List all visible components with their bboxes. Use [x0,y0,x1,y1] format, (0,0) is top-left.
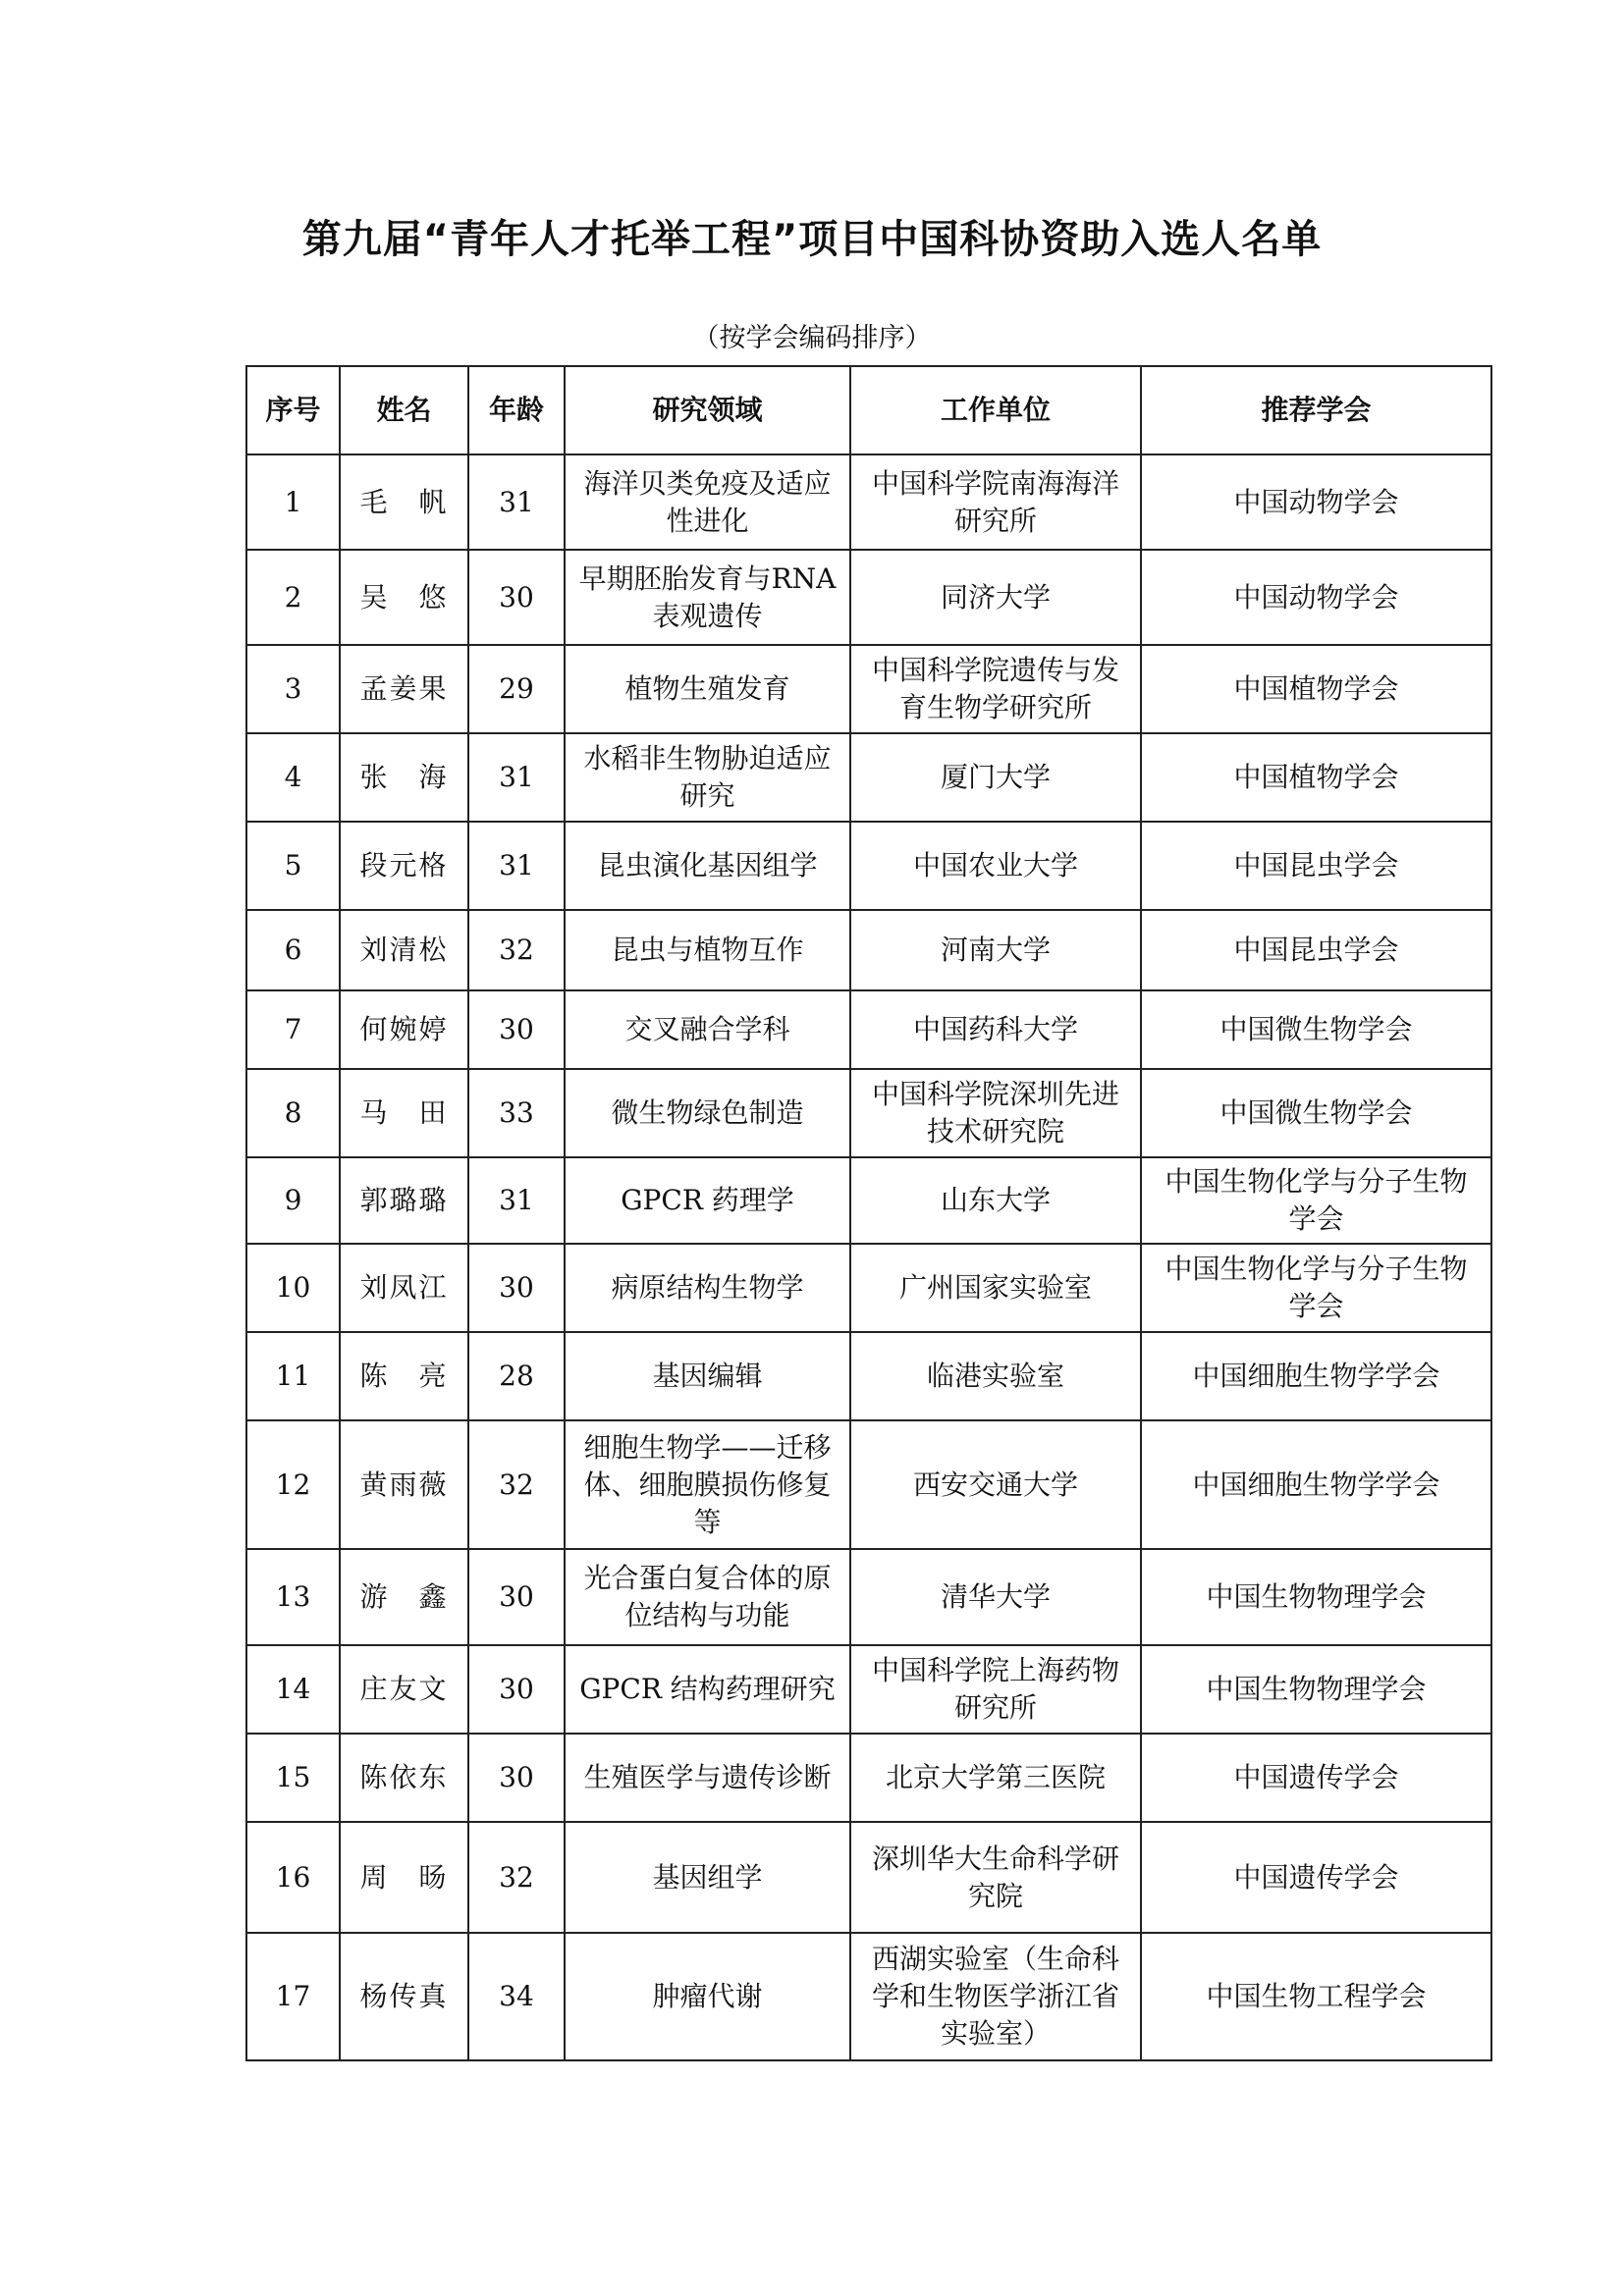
cell-work-unit: 中国科学院南海海洋研究所 [850,454,1141,550]
cell-age: 32 [468,910,565,990]
table-header-row [246,366,1491,454]
cell-name: 张 海 [340,733,468,822]
cell-name: 庄友文 [340,1645,468,1734]
cell-work-unit: 深圳华大生命科学研究院 [850,1822,1141,1933]
cell-research-field: 早期胚胎发育与RNA 表观遗传 [565,550,850,645]
cell-number: 4 [246,733,340,822]
recipients-table [245,365,1492,2061]
table-row [246,733,1491,822]
cell-name: 马 田 [340,1069,468,1157]
cell-work-unit: 中国科学院深圳先进技术研究院 [850,1069,1141,1157]
cell-recommending-society: 中国遗传学会 [1141,1822,1491,1933]
cell-research-field: 光合蛋白复合体的原位结构与功能 [565,1549,850,1645]
cell-number: 13 [246,1549,340,1645]
cell-recommending-society: 中国生物化学与分子生物学会 [1141,1157,1491,1244]
table-row [246,990,1491,1069]
cell-work-unit: 山东大学 [850,1157,1141,1244]
cell-number: 6 [246,910,340,990]
table-row [246,1933,1491,2060]
cell-work-unit: 清华大学 [850,1549,1141,1645]
cell-age: 31 [468,733,565,822]
cell-name: 段元格 [340,822,468,910]
cell-research-field: GPCR 药理学 [565,1157,850,1244]
table-row [246,1549,1491,1645]
cell-number: 17 [246,1933,340,2060]
cell-number: 8 [246,1069,340,1157]
cell-age: 30 [468,1734,565,1822]
cell-name: 刘清松 [340,910,468,990]
table-row [246,1645,1491,1734]
table-row [246,1822,1491,1933]
cell-number: 5 [246,822,340,910]
cell-work-unit: 中国药科大学 [850,990,1141,1069]
table-row [246,645,1491,733]
cell-research-field: 细胞生物学——迁移体、细胞膜损伤修复等 [565,1420,850,1549]
cell-age: 31 [468,454,565,550]
table-row [246,822,1491,910]
header-research-field: 研究领域 [565,366,850,454]
cell-number: 11 [246,1332,340,1420]
cell-age: 28 [468,1332,565,1420]
cell-number: 16 [246,1822,340,1933]
cell-number: 2 [246,550,340,645]
table-row [246,1244,1491,1332]
cell-recommending-society: 中国生物物理学会 [1141,1645,1491,1734]
cell-name: 郭璐璐 [340,1157,468,1244]
cell-work-unit: 西安交通大学 [850,1420,1141,1549]
cell-number: 7 [246,990,340,1069]
cell-research-field: 基因编辑 [565,1332,850,1420]
cell-age: 30 [468,1244,565,1332]
header-number: 序号 [246,366,340,454]
cell-age: 33 [468,1069,565,1157]
cell-name: 孟姜果 [340,645,468,733]
cell-age: 31 [468,1157,565,1244]
cell-recommending-society: 中国细胞生物学学会 [1141,1420,1491,1549]
cell-name: 刘凤江 [340,1244,468,1332]
cell-recommending-society: 中国植物学会 [1141,733,1491,822]
cell-number: 15 [246,1734,340,1822]
cell-number: 14 [246,1645,340,1734]
cell-work-unit: 厦门大学 [850,733,1141,822]
cell-work-unit: 同济大学 [850,550,1141,645]
cell-recommending-society: 中国昆虫学会 [1141,910,1491,990]
cell-age: 32 [468,1822,565,1933]
cell-work-unit: 中国科学院遗传与发育生物学研究所 [850,645,1141,733]
cell-number: 9 [246,1157,340,1244]
cell-work-unit: 临港实验室 [850,1332,1141,1420]
cell-age: 30 [468,1645,565,1734]
cell-age: 32 [468,1420,565,1549]
cell-work-unit: 中国科学院上海药物研究所 [850,1645,1141,1734]
header-work-unit: 工作单位 [850,366,1141,454]
cell-recommending-society: 中国生物化学与分子生物学会 [1141,1244,1491,1332]
cell-research-field: 植物生殖发育 [565,645,850,733]
cell-recommending-society: 中国昆虫学会 [1141,822,1491,910]
cell-research-field: 昆虫与植物互作 [565,910,850,990]
header-recommending-society: 推荐学会 [1141,366,1491,454]
cell-number: 1 [246,454,340,550]
cell-age: 30 [468,1549,565,1645]
cell-research-field: 海洋贝类免疫及适应性进化 [565,454,850,550]
table-row [246,1420,1491,1549]
cell-research-field: 水稻非生物胁迫适应研究 [565,733,850,822]
cell-research-field: 肿瘤代谢 [565,1933,850,2060]
table-body [246,454,1491,2060]
cell-age: 30 [468,550,565,645]
cell-research-field: GPCR 结构药理研究 [565,1645,850,1734]
cell-name: 陈 亮 [340,1332,468,1420]
cell-recommending-society: 中国动物学会 [1141,454,1491,550]
cell-research-field: 昆虫演化基因组学 [565,822,850,910]
cell-age: 31 [468,822,565,910]
cell-name: 毛 帆 [340,454,468,550]
cell-research-field: 交叉融合学科 [565,990,850,1069]
cell-research-field: 微生物绿色制造 [565,1069,850,1157]
cell-work-unit: 河南大学 [850,910,1141,990]
cell-work-unit: 中国农业大学 [850,822,1141,910]
cell-recommending-society: 中国遗传学会 [1141,1734,1491,1822]
cell-work-unit: 广州国家实验室 [850,1244,1141,1332]
cell-name: 杨传真 [340,1933,468,2060]
table-row [246,550,1491,645]
cell-work-unit: 北京大学第三医院 [850,1734,1141,1822]
cell-recommending-society: 中国微生物学会 [1141,990,1491,1069]
header-name: 姓名 [340,366,468,454]
cell-name: 黄雨薇 [340,1420,468,1549]
cell-research-field: 生殖医学与遗传诊断 [565,1734,850,1822]
cell-research-field: 病原结构生物学 [565,1244,850,1332]
cell-research-field: 基因组学 [565,1822,850,1933]
cell-recommending-society: 中国动物学会 [1141,550,1491,645]
table-row [246,1332,1491,1420]
cell-name: 吴 悠 [340,550,468,645]
cell-recommending-society: 中国微生物学会 [1141,1069,1491,1157]
table-row [246,454,1491,550]
document-subtitle: （按学会编码排序） [692,323,932,353]
cell-recommending-society: 中国细胞生物学学会 [1141,1332,1491,1420]
table-row [246,1069,1491,1157]
cell-age: 34 [468,1933,565,2060]
cell-age: 30 [468,990,565,1069]
cell-name: 陈依东 [340,1734,468,1822]
cell-recommending-society: 中国生物工程学会 [1141,1933,1491,2060]
cell-name: 游 鑫 [340,1549,468,1645]
cell-number: 10 [246,1244,340,1332]
cell-work-unit: 西湖实验室（生命科学和生物医学浙江省实验室） [850,1933,1141,2060]
document-title: 第九届“青年人才托举工程”项目中国科协资助入选人名单 [301,217,1323,262]
cell-name: 周 旸 [340,1822,468,1933]
cell-name: 何婉婷 [340,990,468,1069]
cell-recommending-society: 中国植物学会 [1141,645,1491,733]
table-row [246,1157,1491,1244]
cell-recommending-society: 中国生物物理学会 [1141,1549,1491,1645]
table-row [246,910,1491,990]
table-row [246,1734,1491,1822]
cell-age: 29 [468,645,565,733]
header-age: 年龄 [468,366,565,454]
cell-number: 12 [246,1420,340,1549]
cell-number: 3 [246,645,340,733]
